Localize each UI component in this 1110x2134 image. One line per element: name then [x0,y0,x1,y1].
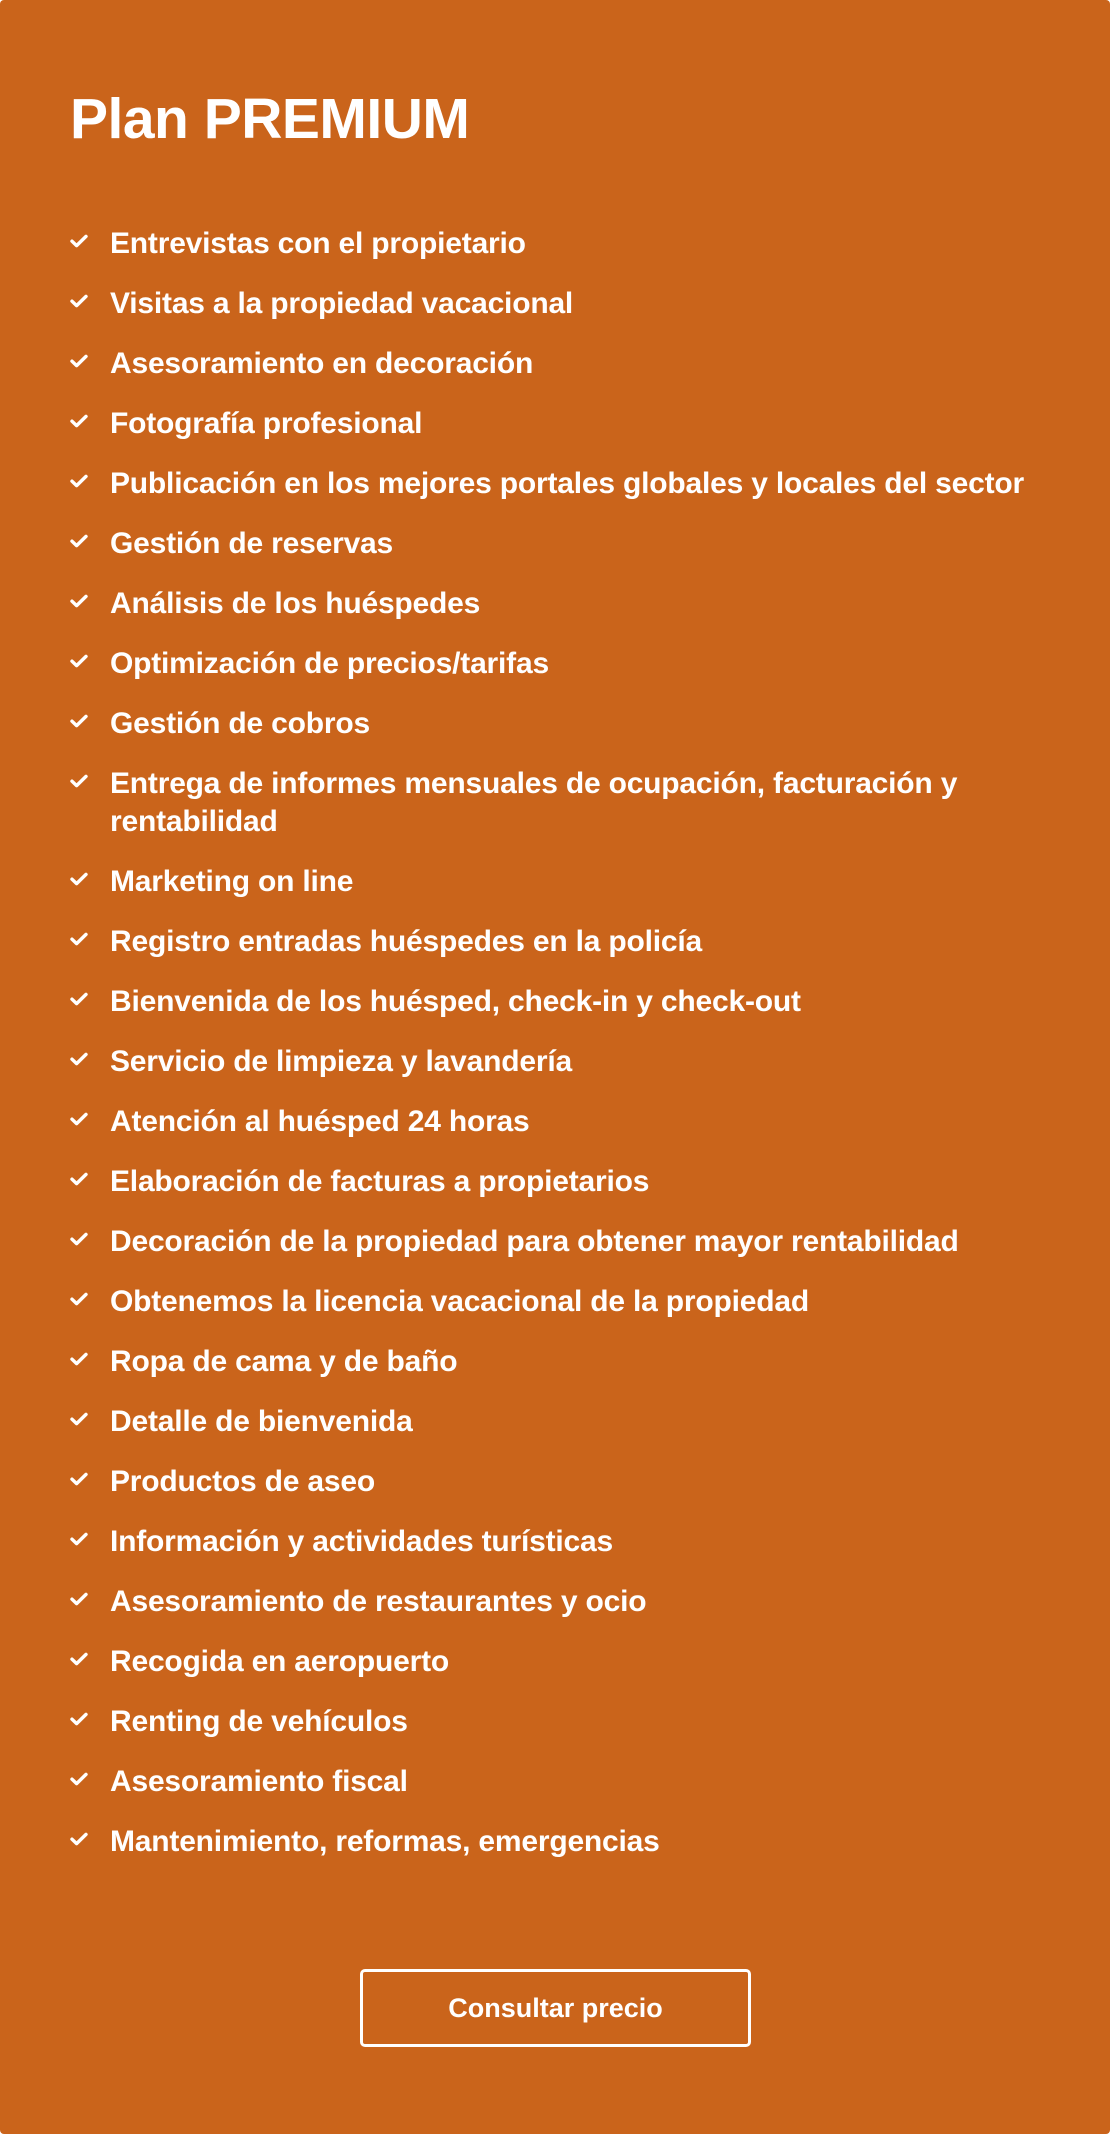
check-icon [70,345,110,383]
feature-item [70,1403,1050,1441]
check-icon [70,1403,110,1441]
feature-text: Renting de vehículos [110,1705,408,1738]
feature-item [70,285,1050,323]
feature-text: Productos de aseo [110,1465,376,1498]
feature-item [70,765,1050,841]
check-icon [70,465,110,503]
feature-text: Información y actividades turísticas [110,1525,613,1558]
check-icon [70,1223,110,1261]
feature-item [70,1103,1050,1141]
check-icon [70,1823,110,1861]
feature-text: Obtenemos la licencia vacacional de la propiedad [110,1285,809,1318]
feature-text: Mantenimiento, reformas, emergencias [110,1825,660,1858]
feature-item [70,1643,1050,1681]
feature-item [70,225,1050,263]
feature-item [70,345,1050,383]
feature-text: Análisis de los huéspedes [110,587,481,620]
check-icon [70,645,110,683]
feature-text: Decoración de la propiedad para obtener mayor rentabilidad [110,1225,959,1258]
feature-text: Registro entradas huéspedes en la policía [110,925,702,958]
check-icon [70,1043,110,1081]
feature-text: Atención al huésped 24 horas [110,1105,530,1138]
check-icon [70,1643,110,1681]
check-icon [70,525,110,563]
feature-text: Entrevistas con el propietario [110,227,526,260]
plan-title: Plan PREMIUM [70,87,470,151]
feature-text: Fotografía profesional [110,407,423,440]
feature-item [70,1703,1050,1741]
feature-text: Elaboración de facturas a propietarios [110,1165,650,1198]
check-icon [70,923,110,961]
feature-item [70,1283,1050,1321]
check-icon [70,1103,110,1141]
check-icon [70,705,110,743]
check-icon [70,1163,110,1201]
check-icon [70,585,110,623]
check-icon [70,983,110,1021]
feature-item [70,1763,1050,1801]
feature-text: Asesoramiento fiscal [110,1765,408,1798]
check-icon [70,405,110,443]
feature-item [70,585,1050,623]
feature-item [70,1343,1050,1381]
feature-text: Bienvenida de los huésped, check-in y check-out [110,985,801,1018]
feature-item [70,1523,1050,1561]
feature-text: Recogida en aeropuerto [110,1645,450,1678]
feature-text: Asesoramiento de restaurantes y ocio [110,1585,647,1618]
feature-item [70,525,1050,563]
check-icon [70,1523,110,1561]
check-icon [70,1343,110,1381]
feature-item [70,983,1050,1021]
check-icon [70,285,110,323]
feature-item [70,1583,1050,1621]
check-icon [70,1583,110,1621]
feature-item [70,465,1050,503]
feature-item [70,863,1050,901]
check-icon [70,225,110,263]
feature-text: Marketing on line [110,865,354,898]
feature-text: Asesoramiento en decoración [110,347,534,380]
feature-text: Ropa de cama y de baño [110,1345,458,1378]
check-icon [70,1763,110,1801]
feature-item [70,1823,1050,1861]
feature-item [70,1223,1050,1261]
feature-item [70,923,1050,961]
feature-text: Publicación en los mejores portales globales y locales del sector [110,467,1025,500]
feature-item [70,705,1050,743]
check-icon [70,1703,110,1741]
feature-item [70,1163,1050,1201]
feature-item [70,1043,1050,1081]
feature-item [70,645,1050,683]
feature-text: Entrega de informes mensuales de ocupación, facturación y rentabilidad [110,767,958,838]
feature-text: Gestión de cobros [110,707,370,740]
feature-text: Gestión de reservas [110,527,394,560]
check-icon [70,863,110,901]
consult-price-button[interactable]: Consultar precio [360,1969,751,2047]
check-icon [70,1463,110,1501]
feature-text: Servicio de limpieza y lavandería [110,1045,572,1078]
check-icon [70,1283,110,1321]
feature-item [70,405,1050,443]
feature-list [70,225,1050,1883]
check-icon [70,765,110,803]
feature-text: Visitas a la propiedad vacacional [110,287,574,320]
feature-text: Detalle de bienvenida [110,1405,413,1438]
feature-text: Optimización de precios/tarifas [110,647,549,680]
feature-item [70,1463,1050,1501]
